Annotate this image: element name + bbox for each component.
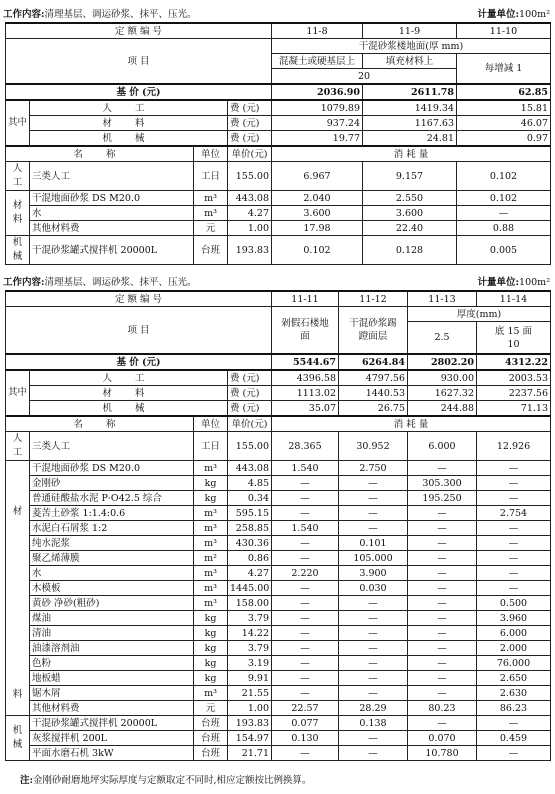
- cost-suffix: 费 (元): [228, 401, 272, 417]
- cost-name: 人 工: [30, 370, 228, 386]
- cost-name: 材 料: [30, 386, 228, 401]
- table-row: [6, 746, 551, 761]
- cost-value: 35.07: [272, 401, 339, 417]
- quota-code-label: 定 额 编 号: [6, 23, 272, 39]
- consumption-value: —: [272, 596, 339, 611]
- sub-header: 每增减 1: [457, 54, 551, 85]
- sub-header: 填充材料上: [363, 54, 457, 69]
- resource-unit: 台班: [194, 731, 228, 746]
- consumption-value: 305.300: [408, 476, 477, 491]
- resource-unit: m³: [194, 521, 228, 536]
- resource-name: 地板蜡: [30, 671, 194, 686]
- consumption-value: 2.220: [272, 566, 339, 581]
- name-header: 名 称: [6, 146, 194, 162]
- consumption-value: 0.070: [408, 731, 477, 746]
- consumption-value: —: [408, 461, 477, 476]
- consumption-value: 0.077: [272, 716, 339, 731]
- consumption-value: —: [339, 596, 408, 611]
- cost-value: 930.00: [408, 370, 477, 386]
- cost-value: 19.77: [272, 131, 363, 147]
- resource-unit: m³: [194, 536, 228, 551]
- consumption-value: 22.40: [363, 221, 457, 236]
- consumption-value: 0.130: [272, 731, 339, 746]
- thickness-value: 20: [272, 69, 457, 85]
- consumption-value: —: [408, 686, 477, 701]
- code-cell: 11-10: [457, 23, 551, 39]
- base-price: 5544.67: [272, 354, 339, 370]
- cost-value: 4396.58: [272, 370, 339, 386]
- footnote: 注:金刚砂耐磨地坪实际厚度与定额取定不同时,相应定额按比例换算。: [20, 775, 312, 786]
- cost-value: 24.81: [363, 131, 457, 147]
- cost-suffix: 费 (元): [228, 386, 272, 401]
- consumption-value: —: [477, 521, 551, 536]
- resource-unit: m³: [194, 596, 228, 611]
- cost-name: 人 工: [30, 100, 228, 116]
- resource-price: 4.27: [228, 566, 272, 581]
- consumption-value: —: [339, 506, 408, 521]
- resource-unit: kg: [194, 641, 228, 656]
- resource-unit: kg: [194, 656, 228, 671]
- item-label: 项 目: [6, 39, 272, 85]
- measure-unit: 计量单位:100m²: [477, 277, 550, 288]
- table-row: [6, 596, 551, 611]
- consumption-value: 3.960: [477, 611, 551, 626]
- consumption-value: —: [272, 746, 339, 761]
- consumption-value: —: [477, 716, 551, 731]
- table-row: [6, 566, 551, 581]
- base-price: 2802.20: [408, 354, 477, 370]
- consume-header: 消 耗 量: [272, 416, 551, 432]
- consumption-value: 28.365: [272, 432, 339, 461]
- consumption-value: 0.128: [363, 236, 457, 265]
- resource-name: 普通硅酸盐水泥 P·O42.5 综合: [30, 491, 194, 506]
- thickness-value: 底 15 面 10: [477, 322, 551, 355]
- quota-table-2: [5, 290, 551, 761]
- group-header: 干混砂浆楼地面(厚 mm): [272, 39, 551, 54]
- consumption-value: —: [272, 656, 339, 671]
- cost-value: 71.13: [477, 401, 551, 417]
- resource-price: 3.79: [228, 641, 272, 656]
- base-price: 2611.78: [363, 84, 457, 100]
- consumption-value: —: [477, 551, 551, 566]
- resource-price: 258.85: [228, 521, 272, 536]
- consumption-value: 195.250: [408, 491, 477, 506]
- resource-price: 4.85: [228, 476, 272, 491]
- resource-price: 154.97: [228, 731, 272, 746]
- consumption-value: 0.138: [339, 716, 408, 731]
- resource-price: 3.19: [228, 656, 272, 671]
- column-title: 干混砂浆踢蹬面层: [339, 307, 408, 355]
- cost-value: 46.07: [457, 116, 551, 131]
- resource-name: 黄砂 净砂(粗砂): [30, 596, 194, 611]
- resource-unit: 台班: [194, 716, 228, 731]
- resource-unit: kg: [194, 671, 228, 686]
- code-cell: 11-11: [272, 291, 339, 307]
- cost-suffix: 费 (元): [228, 131, 272, 147]
- resource-name: 清油: [30, 626, 194, 641]
- resource-unit: kg: [194, 491, 228, 506]
- resource-name: 水泥白石屑浆 1:2: [30, 521, 194, 536]
- consumption-value: 2.040: [272, 191, 363, 206]
- quota-table-1: [5, 22, 551, 265]
- table-row: [6, 521, 551, 536]
- consumption-value: —: [272, 536, 339, 551]
- cost-value: 244.88: [408, 401, 477, 417]
- resource-unit: kg: [194, 626, 228, 641]
- cost-value: 937.24: [272, 116, 363, 131]
- sub-header: 混凝土或硬基层上: [272, 54, 363, 69]
- consumption-value: —: [477, 461, 551, 476]
- table-row: [6, 432, 551, 461]
- table-row: [6, 506, 551, 521]
- resource-price: 21.71: [228, 746, 272, 761]
- base-price-label: 基 价 (元): [6, 84, 272, 100]
- resource-price: 14.22: [228, 626, 272, 641]
- table-row: [6, 461, 551, 476]
- resource-name: 煤油: [30, 611, 194, 626]
- resource-price: 595.15: [228, 506, 272, 521]
- resource-price: 193.83: [228, 236, 272, 265]
- resource-unit: m³: [194, 206, 228, 221]
- consumption-value: 2.550: [363, 191, 457, 206]
- table-row: [6, 476, 551, 491]
- consumption-value: 1.540: [272, 461, 339, 476]
- resource-price: 158.00: [228, 596, 272, 611]
- resource-price: 430.36: [228, 536, 272, 551]
- cost-suffix: 费 (元): [228, 370, 272, 386]
- consumption-value: —: [477, 581, 551, 596]
- resource-price: 21.55: [228, 686, 272, 701]
- consumption-value: 0.88: [457, 221, 551, 236]
- resource-unit: kg: [194, 611, 228, 626]
- consumption-value: —: [408, 656, 477, 671]
- consumption-value: —: [408, 716, 477, 731]
- consumption-value: 0.102: [457, 162, 551, 191]
- consumption-value: —: [272, 476, 339, 491]
- consumption-value: —: [477, 566, 551, 581]
- cost-suffix: 费 (元): [228, 100, 272, 116]
- resource-price: 0.86: [228, 551, 272, 566]
- resource-name: 水: [30, 206, 194, 221]
- resource-name: 水: [30, 566, 194, 581]
- resource-name: 色粉: [30, 656, 194, 671]
- category-labor: 人工: [6, 432, 30, 461]
- consumption-value: 0.030: [339, 581, 408, 596]
- resource-unit: kg: [194, 476, 228, 491]
- resource-unit: m³: [194, 191, 228, 206]
- cost-value: 1167.63: [363, 116, 457, 131]
- resource-name: 菱苦土砂浆 1:1.4:0.6: [30, 506, 194, 521]
- table-row: [6, 221, 551, 236]
- table-row: [6, 701, 551, 716]
- consumption-value: —: [339, 686, 408, 701]
- category-material-bottom: 料: [12, 689, 23, 700]
- consumption-value: —: [272, 581, 339, 596]
- category-material: 材料: [6, 191, 30, 236]
- unit-header: 单位: [194, 146, 228, 162]
- consumption-value: —: [272, 506, 339, 521]
- cost-value: 1627.32: [408, 386, 477, 401]
- cost-value: 26.75: [339, 401, 408, 417]
- consumption-value: 1.540: [272, 521, 339, 536]
- cost-value: 2003.53: [477, 370, 551, 386]
- consumption-value: —: [272, 491, 339, 506]
- consumption-value: 6.967: [272, 162, 363, 191]
- consumption-value: —: [272, 611, 339, 626]
- resource-unit: m³: [194, 461, 228, 476]
- quota-code-label: 定 额 编 号: [6, 291, 272, 307]
- resource-unit: m³: [194, 566, 228, 581]
- resource-unit: m³: [194, 686, 228, 701]
- resource-price: 443.08: [228, 461, 272, 476]
- consumption-value: 6.000: [477, 626, 551, 641]
- consumption-value: —: [272, 551, 339, 566]
- consumption-value: —: [339, 641, 408, 656]
- consumption-value: —: [339, 731, 408, 746]
- resource-name: 干混砂浆罐式搅拌机 20000L: [30, 236, 194, 265]
- work-content: 工作内容:清理基层、调运砂浆、抹平、压光。: [3, 277, 197, 288]
- work-content: 工作内容:清理基层、调运砂浆、抹平、压光。: [3, 9, 197, 20]
- cost-value: 1079.89: [272, 100, 363, 116]
- resource-name: 灰浆搅拌机 200L: [30, 731, 194, 746]
- consumption-value: 0.005: [457, 236, 551, 265]
- consumption-value: —: [272, 671, 339, 686]
- thickness-value: 2.5: [408, 322, 477, 355]
- category-material: [6, 461, 30, 716]
- consumption-value: —: [457, 206, 551, 221]
- table-row: [6, 236, 551, 265]
- table-row: [6, 191, 551, 206]
- resource-price: 1.00: [228, 221, 272, 236]
- resource-price: 3.79: [228, 611, 272, 626]
- resource-name: 干混砂浆罐式搅拌机 20000L: [30, 716, 194, 731]
- consumption-value: —: [477, 476, 551, 491]
- consumption-value: 6.000: [408, 432, 477, 461]
- table-row: [6, 581, 551, 596]
- base-price: 6264.84: [339, 354, 408, 370]
- consumption-value: 86.23: [477, 701, 551, 716]
- code-cell: 11-9: [363, 23, 457, 39]
- resource-name: 干混地面砂浆 DS M20.0: [30, 461, 194, 476]
- item-label: 项 目: [6, 307, 272, 355]
- category-machine: 机械: [6, 716, 30, 761]
- consumption-value: 17.98: [272, 221, 363, 236]
- cost-value: 2237.56: [477, 386, 551, 401]
- table-row: [6, 206, 551, 221]
- consumption-value: 105.000: [339, 551, 408, 566]
- resource-price: 155.00: [228, 162, 272, 191]
- consumption-value: —: [272, 626, 339, 641]
- cost-value: 1440.53: [339, 386, 408, 401]
- resource-name: 其他材料费: [30, 221, 194, 236]
- resource-price: 0.34: [228, 491, 272, 506]
- consumption-value: —: [339, 491, 408, 506]
- resource-price: 9.91: [228, 671, 272, 686]
- consumption-value: —: [339, 671, 408, 686]
- resource-name: 纯水泥浆: [30, 536, 194, 551]
- column-title: 剁假石楼地面: [272, 307, 339, 355]
- base-price: 62.85: [457, 84, 551, 100]
- consumption-value: 10.780: [408, 746, 477, 761]
- consume-header: 消 耗 量: [272, 146, 551, 162]
- consumption-value: 12.926: [477, 432, 551, 461]
- resource-price: 1.00: [228, 701, 272, 716]
- cost-name: 材 料: [30, 116, 228, 131]
- section1-header: [0, 4, 555, 20]
- resource-name: 聚乙烯薄膜: [30, 551, 194, 566]
- consumption-value: 3.900: [339, 566, 408, 581]
- consumption-value: —: [272, 686, 339, 701]
- table-row: [6, 162, 551, 191]
- table-row: [6, 491, 551, 506]
- resource-name: 木模板: [30, 581, 194, 596]
- cost-value: 15.81: [457, 100, 551, 116]
- table-row: [6, 716, 551, 731]
- category-machine: 机械: [6, 236, 30, 265]
- resource-name: 三类人工: [30, 432, 194, 461]
- price-header: 单价(元): [228, 146, 272, 162]
- code-cell: 11-14: [477, 291, 551, 307]
- base-price-label: 基 价 (元): [6, 354, 272, 370]
- among-label: 其中: [6, 100, 30, 146]
- category-labor: 人工: [6, 162, 30, 191]
- consumption-value: —: [339, 476, 408, 491]
- consumption-value: 2.650: [477, 671, 551, 686]
- consumption-value: —: [408, 521, 477, 536]
- cost-value: 4797.56: [339, 370, 408, 386]
- consumption-value: 30.952: [339, 432, 408, 461]
- cost-value: 1419.34: [363, 100, 457, 116]
- resource-unit: 元: [194, 221, 228, 236]
- consumption-value: —: [477, 491, 551, 506]
- cost-value: 1113.02: [272, 386, 339, 401]
- resource-unit: m³: [194, 506, 228, 521]
- category-material-top: 材: [12, 506, 23, 517]
- code-cell: 11-13: [408, 291, 477, 307]
- resource-price: 193.83: [228, 716, 272, 731]
- consumption-value: 0.459: [477, 731, 551, 746]
- consumption-value: —: [339, 746, 408, 761]
- consumption-value: —: [408, 536, 477, 551]
- consumption-value: 9.157: [363, 162, 457, 191]
- resource-unit: 元: [194, 701, 228, 716]
- consumption-value: —: [339, 656, 408, 671]
- measure-unit: 计量单位:100m²: [477, 9, 550, 20]
- consumption-value: —: [339, 626, 408, 641]
- table-row: [6, 656, 551, 671]
- resource-unit: 工日: [194, 432, 228, 461]
- consumption-value: —: [477, 536, 551, 551]
- unit-header: 单位: [194, 416, 228, 432]
- consumption-value: —: [339, 521, 408, 536]
- consumption-value: —: [408, 596, 477, 611]
- consumption-value: 80.23: [408, 701, 477, 716]
- consumption-value: 0.102: [272, 236, 363, 265]
- code-cell: 11-12: [339, 291, 408, 307]
- resource-price: 443.08: [228, 191, 272, 206]
- table-row: [6, 641, 551, 656]
- consumption-value: —: [408, 551, 477, 566]
- resource-unit: 台班: [194, 746, 228, 761]
- consumption-value: —: [408, 626, 477, 641]
- consumption-value: 0.102: [457, 191, 551, 206]
- table-row: [6, 626, 551, 641]
- table-row: [6, 671, 551, 686]
- consumption-value: 0.500: [477, 596, 551, 611]
- consumption-value: 76.000: [477, 656, 551, 671]
- resource-name: 其他材料费: [30, 701, 194, 716]
- consumption-value: —: [272, 641, 339, 656]
- resource-name: 三类人工: [30, 162, 194, 191]
- resource-name: 金刚砂: [30, 476, 194, 491]
- resource-price: 155.00: [228, 432, 272, 461]
- consumption-value: 2.000: [477, 641, 551, 656]
- consumption-value: —: [408, 506, 477, 521]
- consumption-value: —: [408, 641, 477, 656]
- consumption-value: —: [408, 581, 477, 596]
- consumption-value: 3.600: [272, 206, 363, 221]
- resource-price: 1445.00: [228, 581, 272, 596]
- base-price: 4312.22: [477, 354, 551, 370]
- resource-unit: m²: [194, 551, 228, 566]
- consumption-value: —: [408, 566, 477, 581]
- consumption-value: 2.630: [477, 686, 551, 701]
- consumption-value: 2.750: [339, 461, 408, 476]
- consumption-value: 3.600: [363, 206, 457, 221]
- table-row: [6, 731, 551, 746]
- consumption-value: 28.29: [339, 701, 408, 716]
- price-header: 单价(元): [228, 416, 272, 432]
- among-label: 其中: [6, 370, 30, 416]
- cost-value: 0.97: [457, 131, 551, 147]
- table-row: [6, 686, 551, 701]
- name-header: 名 称: [6, 416, 194, 432]
- resource-unit: m³: [194, 581, 228, 596]
- consumption-value: 2.754: [477, 506, 551, 521]
- resource-name: 锯木屑: [30, 686, 194, 701]
- cost-name: 机 械: [30, 131, 228, 147]
- table-row: [6, 536, 551, 551]
- consumption-value: —: [477, 746, 551, 761]
- cost-suffix: 费 (元): [228, 116, 272, 131]
- resource-unit: 工日: [194, 162, 228, 191]
- consumption-value: —: [408, 671, 477, 686]
- resource-unit: 台班: [194, 236, 228, 265]
- resource-name: 油漆溶剂油: [30, 641, 194, 656]
- code-cell: 11-8: [272, 23, 363, 39]
- thickness-header: 厚度(mm): [408, 307, 551, 322]
- table-row: [6, 551, 551, 566]
- section2-header: [0, 272, 555, 288]
- consumption-value: 22.57: [272, 701, 339, 716]
- resource-price: 4.27: [228, 206, 272, 221]
- consumption-value: —: [408, 611, 477, 626]
- consumption-value: —: [339, 611, 408, 626]
- consumption-value: 0.101: [339, 536, 408, 551]
- table-row: [6, 611, 551, 626]
- resource-name: 平面水磨石机 3kW: [30, 746, 194, 761]
- cost-name: 机 械: [30, 401, 228, 417]
- resource-name: 干混地面砂浆 DS M20.0: [30, 191, 194, 206]
- base-price: 2036.90: [272, 84, 363, 100]
